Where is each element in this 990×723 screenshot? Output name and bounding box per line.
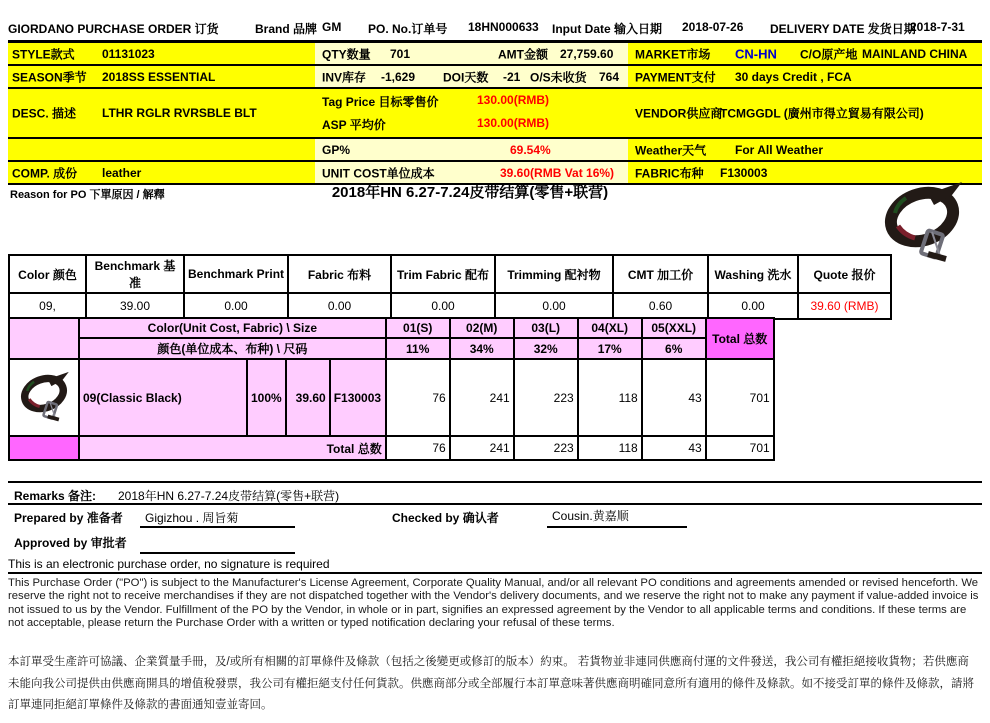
remarks-value: 2018年HN 6.27-7.24皮带结算(零售+联营) xyxy=(118,489,340,503)
cost-header-quote: Quote 报价 xyxy=(798,255,891,293)
qty-row-total: 701 xyxy=(706,359,774,436)
ratio-row xyxy=(9,338,774,359)
qty-03l: 223 xyxy=(514,359,578,436)
brand-value: GM xyxy=(322,20,342,34)
ratio-05xxl: 6% xyxy=(642,338,706,359)
country-origin-label: C/O原产地 xyxy=(800,47,858,61)
remarks-top-divider xyxy=(8,481,982,483)
checked-signature-line xyxy=(547,526,687,528)
total-01s: 76 xyxy=(386,436,450,460)
qty-01s: 76 xyxy=(386,359,450,436)
remarks-label: Remarks 备注: xyxy=(14,489,97,503)
payment-value: 30 days Credit , FCA xyxy=(735,69,852,84)
cost-header-cmt: CMT 加工价 xyxy=(613,255,708,293)
electronic-order-note: This is an electronic purchase order, no signature is required xyxy=(8,557,330,571)
season-value: 2018SS ESSENTIAL xyxy=(102,69,216,84)
inventory-label: INV库存 xyxy=(322,70,367,84)
cost-trimming-value: 0.00 xyxy=(495,293,613,319)
approved-signature-line xyxy=(140,552,295,554)
total-04xl: 118 xyxy=(578,436,642,460)
size-header-01s: 01(S) xyxy=(386,318,450,338)
outstanding-label: O/S未收货 xyxy=(530,70,587,84)
desc-value: LTHR RGLR RVRSBLE BLT xyxy=(102,106,257,120)
market-value: CN-HN xyxy=(735,46,777,61)
checked-by-value: Cousin.黄嘉顺 xyxy=(552,509,629,523)
input-date-label: Input Date 输入日期 xyxy=(552,22,662,36)
comp-label: COMP. 成份 xyxy=(12,166,78,180)
belt-product-photo xyxy=(872,180,972,265)
total-02m: 241 xyxy=(450,436,514,460)
cost-benchmark-print-value: 0.00 xyxy=(184,293,288,319)
style-label: STYLE款式 xyxy=(12,47,75,61)
cost-header-washing: Washing 洗水 xyxy=(708,255,798,293)
brand-label: Brand 品牌 xyxy=(255,22,318,36)
amt-value: 27,759.60 xyxy=(560,46,614,61)
size-header-04xl: 04(XL) xyxy=(578,318,642,338)
reason-label: Reason for PO 下單原因 / 解釋 xyxy=(10,189,165,201)
ratio-02m: 34% xyxy=(450,338,514,359)
size-header-cn: 颜色(单位成本、布种) \ 尺码 xyxy=(79,338,386,359)
inventory-value: -1,629 xyxy=(381,69,416,84)
style-row xyxy=(8,43,982,66)
asp-label: ASP 平均价 xyxy=(322,118,386,132)
cost-header-fabric: Fabric 布料 xyxy=(288,255,391,293)
fabric-value: F130003 xyxy=(720,165,768,180)
cost-color-value: 09, xyxy=(9,293,86,319)
terms-divider xyxy=(8,572,982,574)
total-row xyxy=(9,436,774,460)
cost-header-trim-fabric: Trim Fabric 配布 xyxy=(391,255,495,293)
season-row xyxy=(8,66,982,89)
prepared-by-value: Gigizhou . 周旨菊 xyxy=(145,511,239,525)
outstanding-value: 764 xyxy=(599,69,620,84)
payment-label: PAYMENT支付 xyxy=(635,70,716,84)
colorway-fabric-code: F130003 xyxy=(330,359,386,436)
ratio-03l: 32% xyxy=(514,338,578,359)
weather-label: Weather天气 xyxy=(635,143,707,157)
delivery-date-label: DELIVERY DATE 发货日期 xyxy=(770,22,916,36)
market-label: MARKET市场 xyxy=(635,47,711,61)
gp-row xyxy=(8,139,982,162)
delivery-date-value: 2018-7-31 xyxy=(910,20,965,34)
ratio-04xl: 17% xyxy=(578,338,642,359)
doi-value: -21 xyxy=(503,69,521,84)
belt-thumbnail xyxy=(9,359,79,436)
total-grand: 701 xyxy=(706,436,774,460)
vendor-value: TCMGGDL (廣州市得立貿易有限公司) xyxy=(720,106,924,121)
cost-value-row xyxy=(9,293,891,319)
size-breakdown-table xyxy=(8,317,775,461)
terms-chinese: 本訂單受生產許可協議、企業質量手冊，及/或所有相關的訂單條件及條款（包括之後變更或修訂的版本）約束。 若貨物並非連同供應商付運的文件發送，我公司有權拒絕接收貨物；若供應商未能向我公司提供由供應商開具的增值稅發票，我公司有權拒絕支付任何貨款。供應商部分或全部履行本訂單意味著供應商明確同意所有適用的條件及條款。如不接受訂單的條件及條款，請將訂單連同拒絕訂單條件及條款的書面通知壹並寄回。 xyxy=(8,656,974,711)
tag-price-label: Tag Price 目标零售价 xyxy=(322,95,439,109)
input-date-value: 2018-07-26 xyxy=(682,20,744,34)
total-row-corner-cell xyxy=(9,436,79,460)
cost-breakdown-table xyxy=(8,254,892,320)
gp-value: 69.54% xyxy=(510,142,551,157)
size-header-03l: 03(L) xyxy=(514,318,578,338)
cost-fabric-value: 0.00 xyxy=(288,293,391,319)
approved-by-label: Approved by 审批者 xyxy=(14,536,127,550)
size-header-total: Total 总数 xyxy=(706,318,774,359)
unit-cost-label: UNIT COST单位成本 xyxy=(322,166,435,180)
gp-label: GP% xyxy=(322,142,351,157)
asp-value: 130.00(RMB) xyxy=(477,116,550,130)
qty-02m: 241 xyxy=(450,359,514,436)
qty-05xxl: 43 xyxy=(642,359,706,436)
cost-trim-fabric-value: 0.00 xyxy=(391,293,495,319)
total-03l: 223 xyxy=(514,436,578,460)
doi-label: DOI天数 xyxy=(443,70,489,84)
cost-washing-value: 0.00 xyxy=(708,293,798,319)
size-header-02m: 02(M) xyxy=(450,318,514,338)
po-number-value: 18HN000633 xyxy=(468,20,539,34)
desc-label: DESC. 描述 xyxy=(12,106,77,121)
ratio-01s: 11% xyxy=(386,338,450,359)
comp-value: leather xyxy=(102,165,142,180)
prepared-by-label: Prepared by 准备者 xyxy=(14,511,123,525)
unit-cost-value: 39.60(RMB Vat 16%) xyxy=(500,165,615,180)
size-header-05xxl: 05(XXL) xyxy=(642,318,706,338)
checked-by-label: Checked by 确认者 xyxy=(392,511,499,525)
cost-quote-value: 39.60 (RMB) xyxy=(798,293,891,319)
colorway-pct: 100% xyxy=(247,359,286,436)
season-label: SEASON季节 xyxy=(12,70,87,84)
document-title: GIORDANO PURCHASE ORDER 订货 xyxy=(8,22,219,36)
colorway-name: 09(Classic Black) xyxy=(79,359,247,436)
qty-04xl: 118 xyxy=(578,359,642,436)
qty-label: QTY数量 xyxy=(322,47,371,61)
fabric-label: FABRIC布种 xyxy=(635,166,704,180)
amt-label: AMT金额 xyxy=(498,47,548,61)
cost-header-benchmark-print: Benchmark Print xyxy=(184,255,288,293)
weather-value: For All Weather xyxy=(735,142,824,157)
size-header-en: Color(Unit Cost, Fabric) \ Size xyxy=(79,318,386,338)
total-05xxl: 43 xyxy=(642,436,706,460)
cost-benchmark-value: 39.00 xyxy=(86,293,184,319)
size-header-image-cell xyxy=(9,318,79,359)
cost-header-trimming: Trimming 配衬物 xyxy=(495,255,613,293)
po-title: 2018年HN 6.27-7.24皮带结算(零售+联营) xyxy=(331,184,609,201)
colorway-unit-cost: 39.60 xyxy=(286,359,330,436)
cost-header-row xyxy=(9,255,891,293)
description-row xyxy=(8,89,982,139)
total-row-label: Total 总数 xyxy=(79,436,386,460)
order-info-grid xyxy=(8,43,982,185)
prepared-signature-line xyxy=(140,526,295,528)
cost-header-color: Color 颜色 xyxy=(9,255,86,293)
country-origin-value: MAINLAND CHINA xyxy=(862,46,968,61)
colorway-row xyxy=(9,359,774,436)
terms-english: This Purchase Order ("PO") is subject to the Manufacturer's License Agreement, Corporate Quality Manual, and/or all relevant PO conditions and agreements amended or revised henceforth. We reserve the right not to receive merchandises if they are not dispatched together with the Vendor's delivery documents, and we reserve the right not to make any payment if value-added invoice is not issued to us by the Vendor. Fulfillment of the PO by the Vendor, in whole or in part, signifies an expressed agreement by the Vendor to all applicable terms and conditions. If these terms are not acceptable, please return the Purchase Order with a written or typed notification declaring your refusal of these terms. xyxy=(8,577,979,629)
style-value: 01131023 xyxy=(102,46,155,61)
cost-cmt-value: 0.60 xyxy=(613,293,708,319)
size-header-row xyxy=(9,318,774,338)
qty-value: 701 xyxy=(390,46,411,61)
po-number-label: PO. No.订单号 xyxy=(368,22,448,36)
tag-price-value: 130.00(RMB) xyxy=(477,93,550,107)
vendor-label: VENDOR供应商 xyxy=(635,106,723,121)
remarks-bottom-divider xyxy=(8,503,982,505)
cost-header-benchmark: Benchmark 基准 xyxy=(86,255,184,293)
